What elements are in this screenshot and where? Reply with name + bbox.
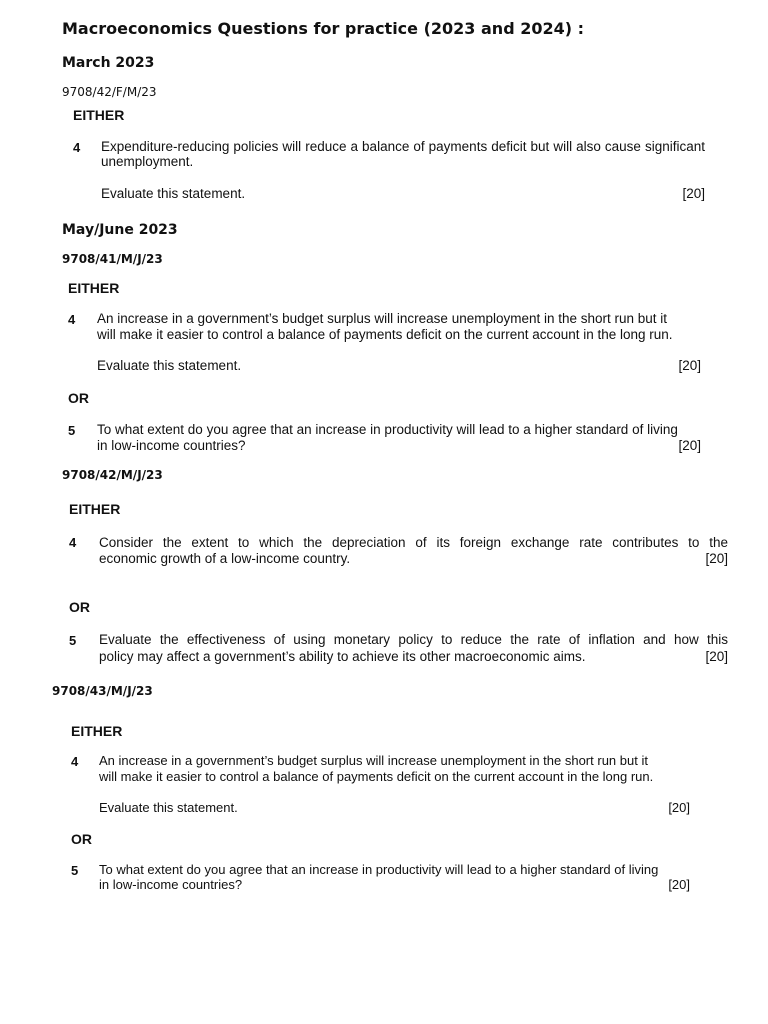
question-text-line: An increase in a government’s budget surplus will increase unemployment in the short run but it	[97, 311, 668, 326]
paper-code: 9708/42/M/J/23	[62, 468, 163, 482]
question-instruction: Evaluate this statement.	[97, 358, 242, 373]
question-number: 5	[71, 863, 79, 878]
question-marks: [20]	[678, 438, 701, 453]
question-marks: [20]	[682, 186, 705, 201]
question-text-line: An increase in a government’s budget surplus will increase unemployment in the short run but it	[99, 753, 648, 768]
session-heading-march-2023: March 2023	[62, 55, 155, 71]
either-label: EITHER	[68, 280, 120, 296]
paper-code: 9708/43/M/J/23	[52, 684, 153, 698]
paper-code: 9708/41/M/J/23	[62, 252, 163, 266]
question-text: Expenditure-reducing policies will reduce a balance of payments deficit but will also cause significant unemployment.	[101, 139, 705, 169]
or-label: OR	[68, 390, 89, 406]
either-label: EITHER	[69, 501, 121, 517]
question-number: 4	[69, 535, 77, 550]
or-label: OR	[71, 831, 92, 847]
question-marks: [20]	[668, 877, 690, 892]
question-marks: [20]	[668, 800, 690, 815]
question-text-line: To what extent do you agree that an increase in productivity will lead to a higher standard of living	[99, 862, 659, 877]
question-text-line: Evaluate the effectiveness of using monetary policy to reduce the rate of inflation and how this	[99, 632, 728, 647]
question-text-line: in low-income countries?	[99, 877, 243, 892]
question-number: 4	[71, 754, 79, 769]
question-marks: [20]	[705, 551, 728, 566]
question-text-line: policy may affect a government’s ability to achieve its other macroeconomic aims.	[99, 649, 586, 664]
question-marks: [20]	[678, 358, 701, 373]
question-instruction: Evaluate this statement.	[99, 800, 238, 815]
either-label: EITHER	[71, 723, 123, 739]
question-number: 4	[73, 140, 81, 155]
question-number: 5	[69, 633, 77, 648]
question-text-line: Consider the extent to which the depreciation of its foreign exchange rate contributes to the	[99, 535, 728, 550]
question-text-line: To what extent do you agree that an increase in productivity will lead to a higher standard of living	[97, 422, 678, 437]
question-marks: [20]	[705, 649, 728, 664]
question-number: 5	[68, 423, 76, 438]
session-heading-may-june-2023: May/June 2023	[62, 222, 178, 238]
question-text-line: in low-income countries?	[97, 438, 246, 453]
either-label: EITHER	[73, 107, 125, 123]
question-text-line: will make it easier to control a balance of payments deficit on the current account in the long run.	[99, 769, 654, 784]
page-title: Macroeconomics Questions for practice (2023 and 2024) :	[62, 19, 585, 38]
question-text-line: economic growth of a low-income country.	[99, 551, 351, 566]
question-instruction: Evaluate this statement.	[101, 186, 246, 201]
or-label: OR	[69, 599, 90, 615]
question-text-line: will make it easier to control a balance of payments deficit on the current account in the long run.	[97, 327, 673, 342]
paper-code: 9708/42/F/M/23	[62, 85, 157, 99]
question-number: 4	[68, 312, 76, 327]
